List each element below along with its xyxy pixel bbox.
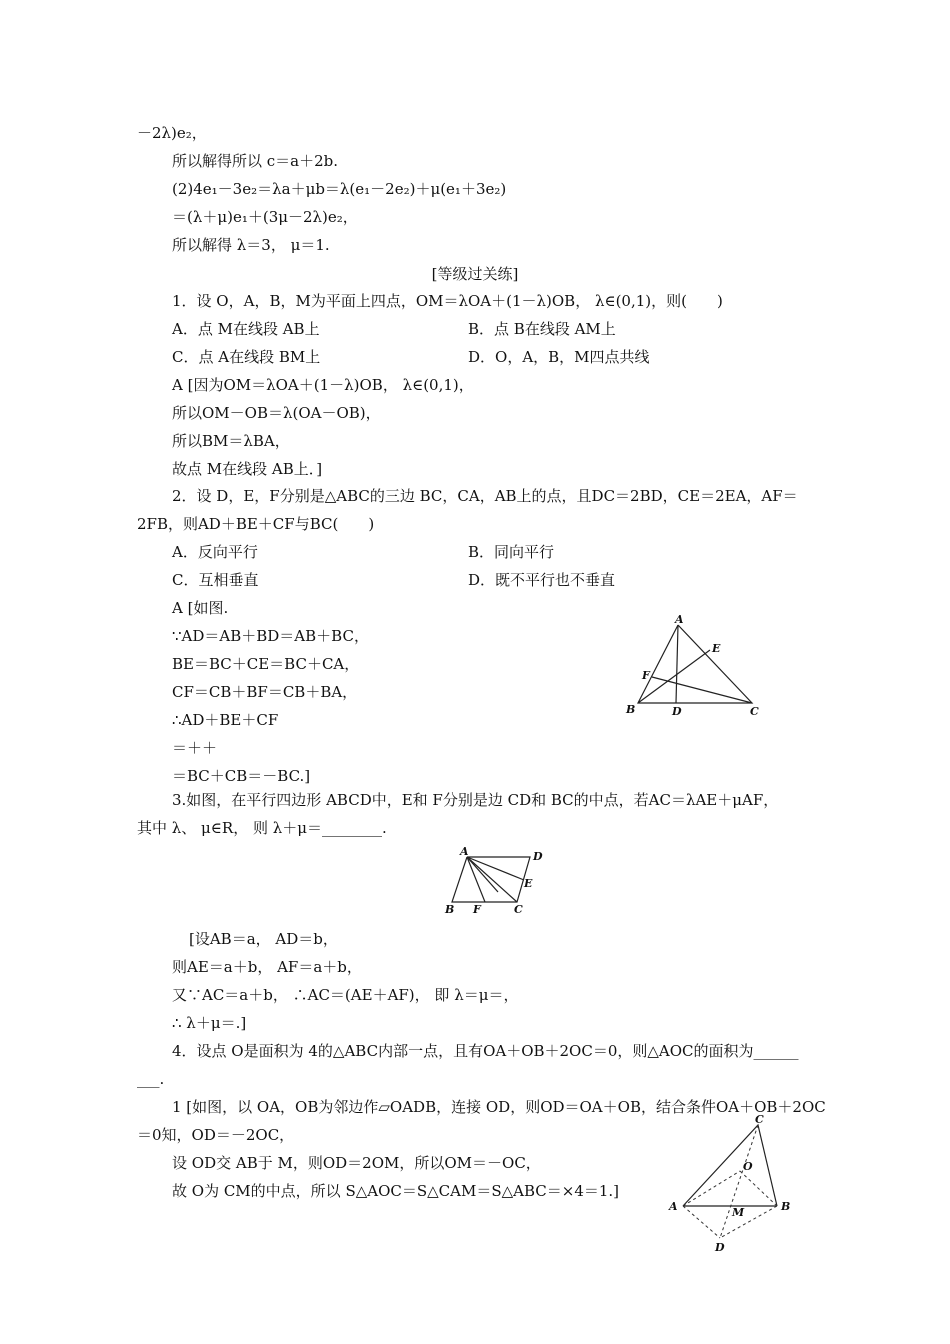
fig-label: O xyxy=(743,1160,753,1173)
option-c: C．点 A在线段 BM上 xyxy=(172,348,321,366)
line: ∴AD＋BE＋CF xyxy=(172,711,279,729)
fig-label: E xyxy=(524,877,533,890)
fig-label: B xyxy=(781,1200,791,1213)
fig-label: B xyxy=(626,703,636,716)
answer-line: 1 [如图，以 OA，OB为邻边作▱OADB，连接 OD，则OD＝OA＋OB，结合条件OA＋OB＋2OC xyxy=(172,1098,826,1116)
line: ＝＋＋ xyxy=(172,739,218,757)
option-b: B．点 B在线段 AM上 xyxy=(468,320,616,338)
section-heading: [等级过关练] xyxy=(431,265,519,283)
answer-line: [设AB＝a， AD＝b， xyxy=(189,930,338,948)
line: CF＝CB＋BF＝CB＋BA， xyxy=(172,683,358,701)
line: ＝(λ＋μ)e₁＋(3μ－2λ)e₂， xyxy=(172,208,358,226)
line: 所以OM－OB＝λ(OA－OB)， xyxy=(172,404,381,422)
option-c: C．互相垂直 xyxy=(172,571,259,589)
line: 其中 λ、 μ∈R， 则 λ＋μ＝________. xyxy=(137,819,387,837)
parallelogram-figure xyxy=(440,845,550,915)
line: －2λ)e₂， xyxy=(137,124,207,142)
line: 故点 M在线段 AB上．] xyxy=(172,460,323,478)
tetra-figure xyxy=(665,1113,795,1258)
fig-label: C xyxy=(755,1113,764,1126)
option-a: A．点 M在线段 AB上 xyxy=(172,320,320,338)
answer-line: A [因为OM＝λOA＋(1－λ)OB， λ∈(0,1)， xyxy=(172,376,474,394)
line: ＝0知，OD＝－2OC， xyxy=(137,1126,295,1144)
option-a: A．反向平行 xyxy=(172,543,258,561)
triangle-figure xyxy=(620,615,770,720)
fig-label: A xyxy=(675,613,684,626)
fig-label: B xyxy=(445,903,455,916)
line: ___. xyxy=(137,1070,165,1088)
option-d: D．O，A，B，M四点共线 xyxy=(468,348,650,366)
line: (2)4e₁－3e₂＝λa＋μb＝λ(e₁－2e₂)＋μ(e₁＋3e₂) xyxy=(172,180,507,198)
line: 所以解得 λ＝3， μ＝1. xyxy=(172,236,330,254)
fig-label: A xyxy=(669,1200,678,1213)
line: ＝BC＋CB＝－BC.] xyxy=(172,767,311,785)
fig-label: F xyxy=(473,903,481,916)
line: BE＝BC＋CE＝BC＋CA， xyxy=(172,655,360,673)
line: ∵AD＝AB＋BD＝AB＋BC， xyxy=(172,627,369,645)
fig-label: C xyxy=(514,903,523,916)
fig-label: M xyxy=(732,1206,745,1219)
fig-label: A xyxy=(460,845,469,858)
option-b: B．同向平行 xyxy=(468,543,555,561)
line: 则AE＝a＋b， AF＝a＋b， xyxy=(172,958,362,976)
question-1: 1．设 O，A，B，M为平面上四点，OM＝λOA＋(1－λ)OB， λ∈(0,1)，则( ) xyxy=(172,292,723,310)
fig-label: D xyxy=(672,705,682,718)
fig-label: E xyxy=(712,642,721,655)
question-3: 3.如图，在平行四边形 ABCD中，E和 F分别是边 CD和 BC的中点，若AC＝λAE＋μAF， xyxy=(172,791,779,809)
line: 故 O为 CM的中点，所以 S△AOC＝S△CAM＝S△ABC＝×4＝1.] xyxy=(172,1182,620,1200)
line: 2FB，则AD＋BE＋CF与BC( ) xyxy=(137,515,375,533)
fig-label: D xyxy=(533,850,543,863)
question-4: 4．设点 O是面积为 4的△ABC内部一点，且有OA＋OB＋2OC＝0，则△AOC的面积为______ xyxy=(172,1042,799,1060)
question-2: 2．设 D，E，F分别是△ABC的三边 BC，CA，AB上的点，且DC＝2BD，CE＝2EA，AF＝ xyxy=(172,487,798,505)
line: ∴ λ＋μ＝.] xyxy=(172,1014,247,1032)
line: 又∵AC＝a＋b， ∴AC＝(AE＋AF)， 即 λ＝μ＝， xyxy=(172,986,519,1004)
fig-label: F xyxy=(642,669,650,682)
line: 设 OD交 AB于 M，则OD＝2OM，所以OM＝－OC， xyxy=(172,1154,541,1172)
option-d: D．既不平行也不垂直 xyxy=(468,571,616,589)
line: 所以BM＝λBA， xyxy=(172,432,290,450)
line: 所以解得所以 c＝a＋2b. xyxy=(172,152,339,170)
answer-line: A [如图. xyxy=(172,599,229,617)
fig-label: D xyxy=(715,1241,725,1254)
fig-label: C xyxy=(750,705,759,718)
